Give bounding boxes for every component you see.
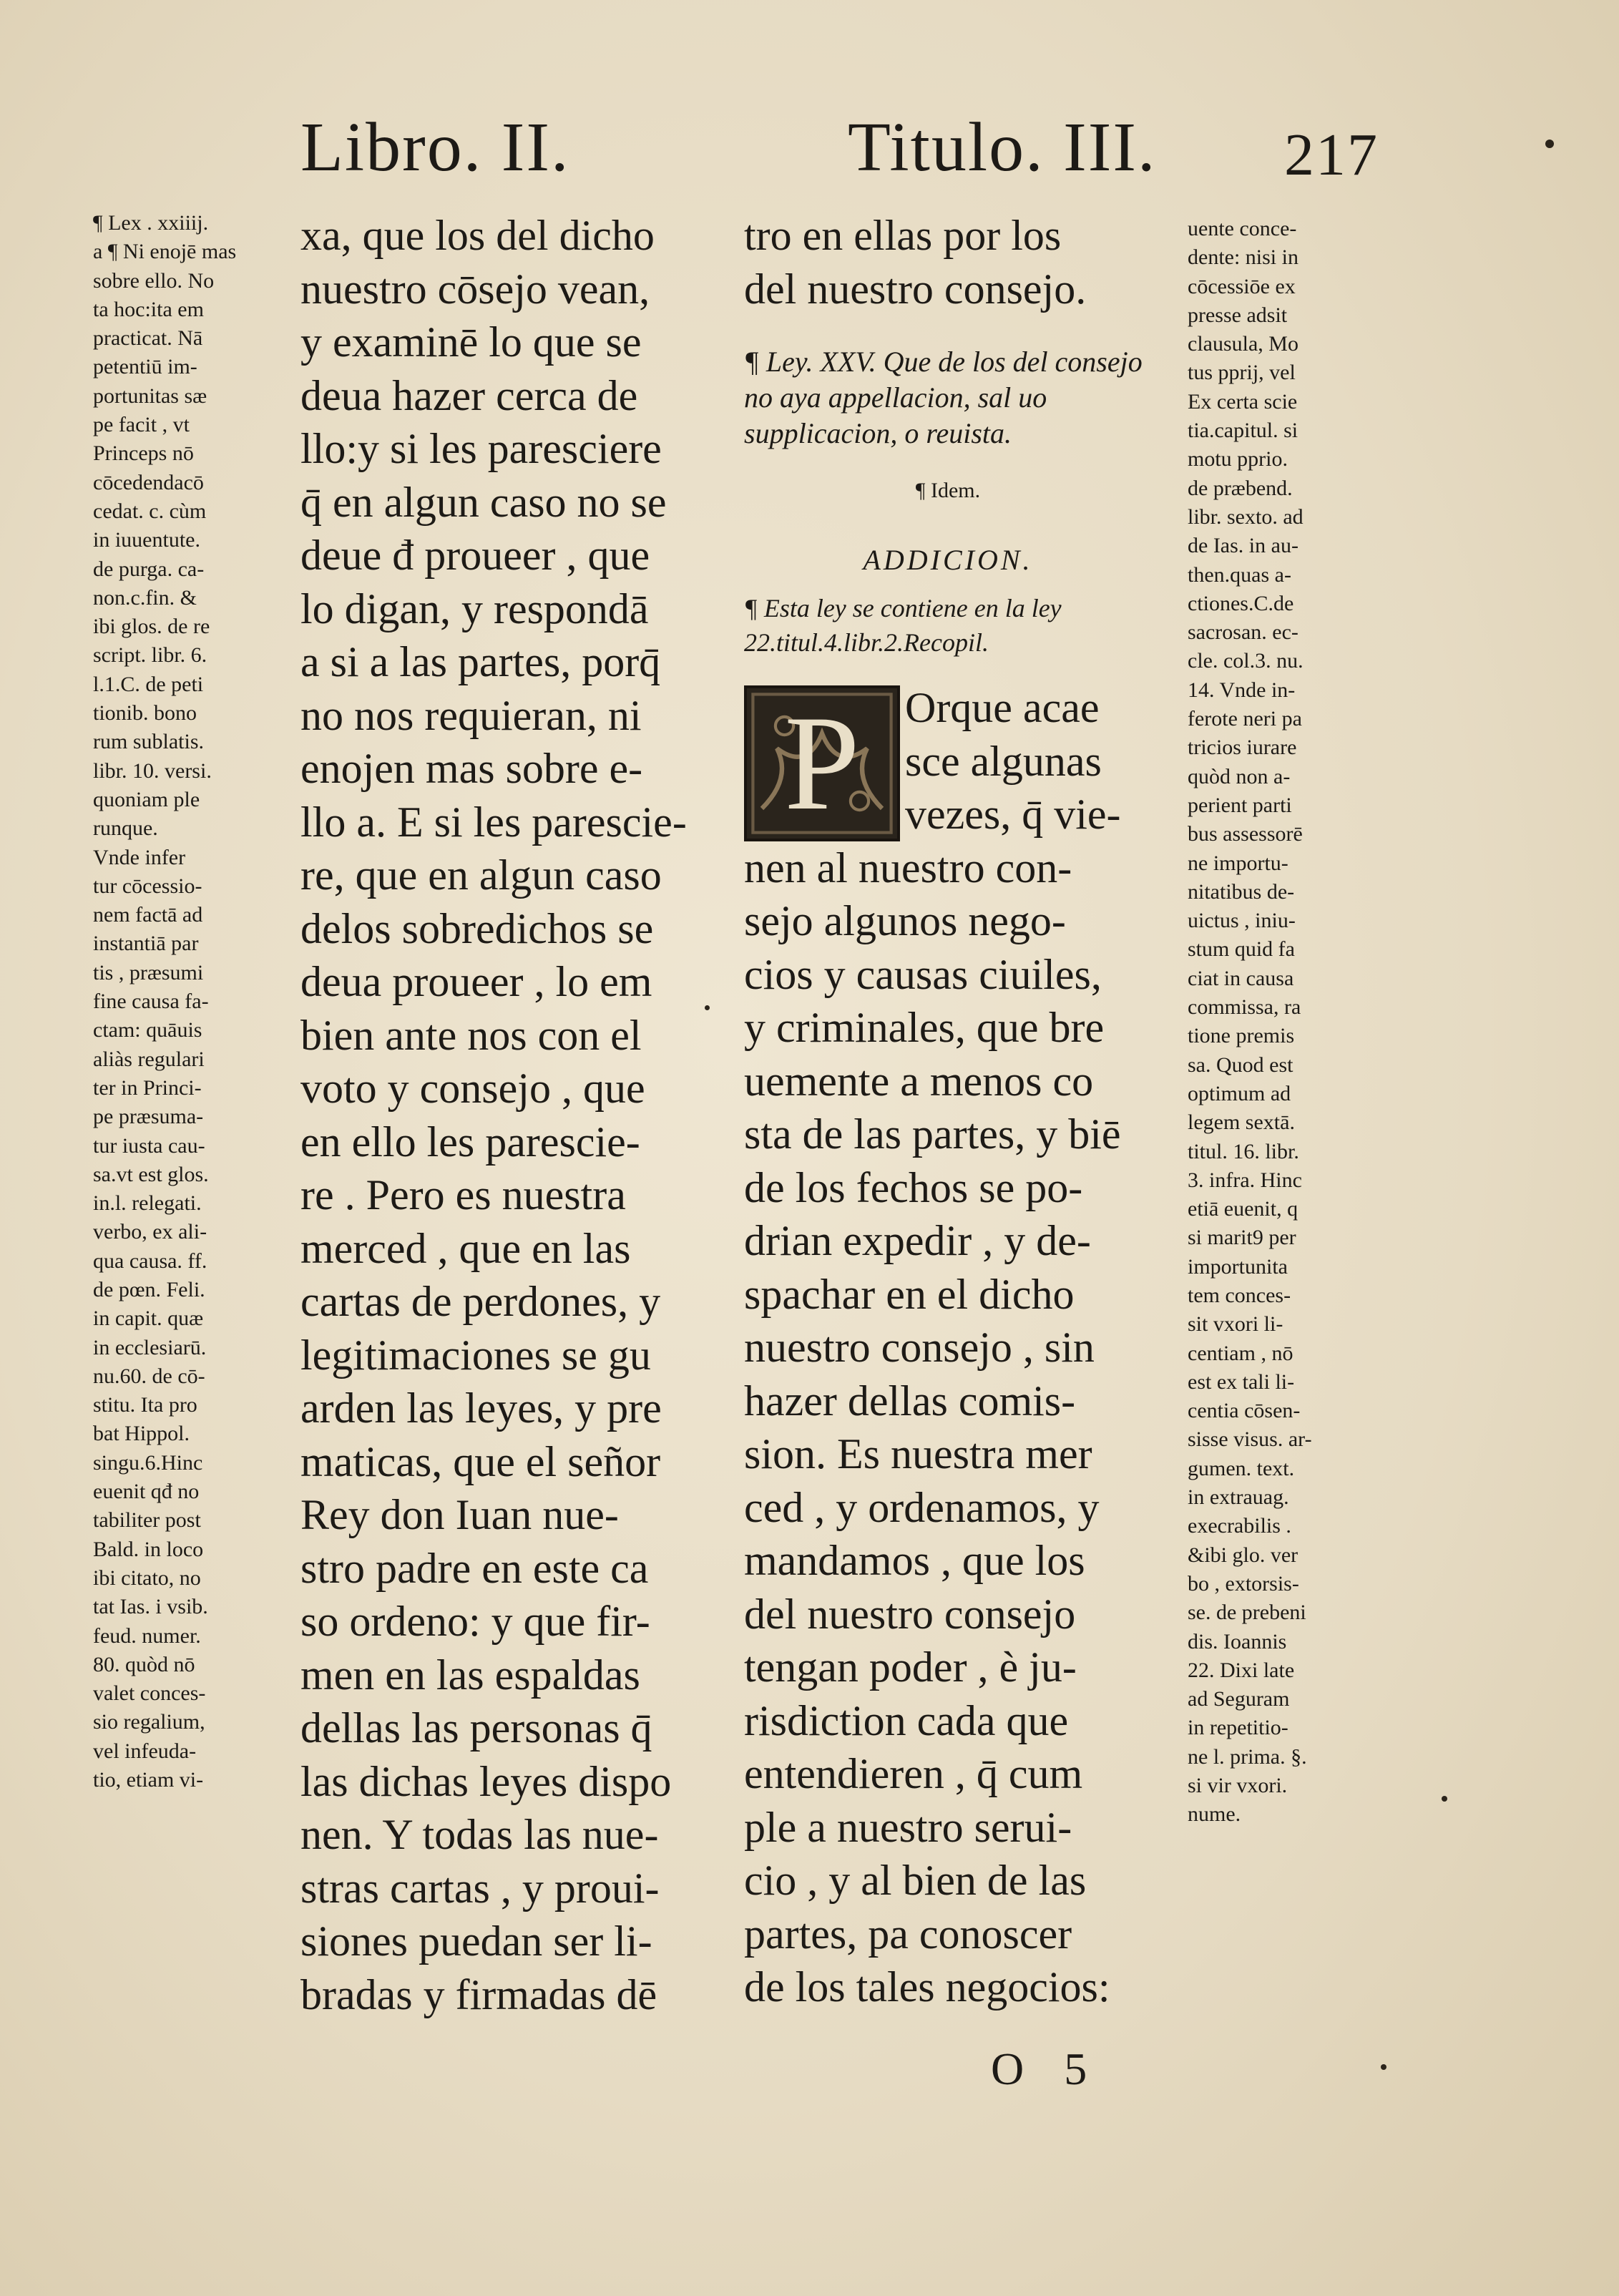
margin-note-line: 22. Dixi late [1188, 1658, 1295, 1682]
text-line: ple a nuestro serui- [744, 1803, 1072, 1851]
ink-speck [1442, 1796, 1447, 1802]
idem-label: ¶ Idem. [915, 479, 981, 502]
text-line: dellas las personas q̄ [300, 1704, 652, 1752]
margin-note-line: portunitas sæ [93, 384, 207, 408]
margin-note-line: euenit qđ no [93, 1480, 200, 1504]
text-line: entendieren , q̄ cum [744, 1750, 1083, 1797]
margin-note-line: tricios iurare [1188, 736, 1297, 760]
text-line: hazer dellas comis- [744, 1377, 1076, 1425]
margin-note-line: bo , extorsis- [1188, 1571, 1299, 1596]
text-line: siones puedan ser li- [300, 1918, 652, 1965]
margin-note-line: cle. col.3. nu. [1188, 649, 1303, 673]
margin-note-line: tio, etiam vi- [93, 1768, 204, 1792]
text-line: Rey don Iuan nue- [300, 1491, 619, 1538]
margin-note-line: Vnde infer [93, 845, 186, 869]
text-line: sejo algunos nego- [744, 897, 1066, 944]
margin-note-line: si marit9 per [1188, 1226, 1296, 1250]
margin-note-line: nem factā ad [93, 903, 203, 927]
text-line: risdiction cada que [744, 1696, 1069, 1744]
margin-note-line: nu.60. de cō- [93, 1364, 205, 1388]
margin-note-line: Bald. in loco [93, 1537, 204, 1561]
text-line: stro padre en este ca [300, 1544, 649, 1592]
margin-note-line: ¶ Lex . xxiiij. [93, 211, 209, 235]
page-number: 217 [1284, 122, 1379, 188]
margin-note-line: importunita [1188, 1254, 1288, 1279]
margin-note-line: pe præsuma- [93, 1105, 204, 1129]
text-line: legitimaciones se gu [300, 1331, 651, 1379]
text-line: re . Pero es nuestra [300, 1171, 626, 1218]
margin-note-line: sa. Quod est [1188, 1052, 1293, 1077]
running-head-book: Libro. II. [300, 109, 570, 186]
text-line: en ello les parescie- [300, 1118, 640, 1166]
text-line: sce algunas [905, 737, 1102, 785]
text-line: nuestro cōsejo vean, [300, 265, 650, 313]
margin-note-line: tat Ias. i vsib. [93, 1595, 208, 1619]
margin-note-line: Ex certa scie [1188, 389, 1298, 414]
margin-note-line: verbo, ex ali- [93, 1220, 207, 1244]
margin-note-line: de purga. ca- [93, 557, 205, 581]
margin-note-line: practicat. Nā [93, 326, 203, 351]
text-line: deue đ proueer , que [300, 532, 650, 579]
text-line: llo:y si les paresciere [300, 425, 662, 472]
text-line: no nos requieran, ni [300, 691, 642, 739]
margin-note-line: sa.vt est glos. [93, 1162, 209, 1186]
margin-note-line: cedat. c. cùm [93, 499, 207, 523]
margin-note-line: ferote neri pa [1188, 707, 1302, 731]
margin-note-line: nume. [1188, 1802, 1241, 1827]
text-line: partes, pa conoscer [744, 1910, 1072, 1958]
text-line: a si a las partes, porq̄ [300, 638, 661, 685]
right-column-continuation [744, 209, 1152, 316]
right-margin-notes [1188, 215, 1370, 1830]
margin-note-line: tus pprij, vel [1188, 361, 1296, 385]
margin-note-line: bat Hippol. [93, 1422, 190, 1446]
text-line: sta de las partes, y biē [744, 1110, 1121, 1158]
margin-note-line: in iuuentute. [93, 528, 200, 552]
margin-note-line: instantiā par [93, 932, 199, 956]
margin-note-line: petentiū im- [93, 355, 197, 379]
margin-note-line: etiā euenit, q [1188, 1197, 1298, 1221]
text-line: ced , y ordenamos, y [744, 1483, 1100, 1531]
text-line: delos sobredichos se [300, 904, 654, 952]
margin-note-line: dis. Ioannis [1188, 1629, 1287, 1653]
margin-note-line: in.l. relegati. [93, 1191, 202, 1216]
margin-note-line: runque. [93, 816, 158, 841]
margin-note-line: in extrauag. [1188, 1485, 1289, 1510]
margin-note-line: ter in Princi- [93, 1075, 202, 1100]
text-line: maticas, que el señor [300, 1437, 661, 1485]
text-line: stras cartas , y proui- [300, 1864, 660, 1912]
text-line: drian expedir , y de- [744, 1217, 1091, 1264]
margin-note-line: Princeps nō [93, 441, 194, 466]
margin-note-line: rum sublatis. [93, 730, 204, 754]
margin-note-line: valet conces- [93, 1681, 206, 1706]
decorated-initial [744, 685, 900, 841]
addicion-heading: ADDICION. [863, 543, 1033, 576]
margin-note-line: quoniam ple [93, 787, 200, 811]
text-line: voto y consejo , que [300, 1065, 645, 1112]
margin-note-line: legem sextā. [1188, 1110, 1295, 1135]
margin-note-line: quòd non a- [1188, 764, 1291, 788]
margin-note-line: motu pprio. [1188, 447, 1288, 472]
margin-note-line: libr. sexto. ad [1188, 504, 1303, 529]
margin-note-line: sisse visus. ar- [1188, 1427, 1312, 1452]
margin-note-line: 80. quòd nō [93, 1652, 195, 1676]
margin-note-line: centia cōsen- [1188, 1399, 1301, 1423]
margin-note-line: optimum ad [1188, 1081, 1291, 1105]
margin-note-line: aliàs regulari [93, 1047, 205, 1071]
margin-note-line: sacrosan. ec- [1188, 620, 1298, 645]
margin-note-line: cōcessiōe ex [1188, 274, 1296, 298]
margin-note-line: ctiones.C.de [1188, 591, 1294, 615]
text-line: enojen mas sobre e- [300, 745, 643, 792]
margin-note-line: ne l. prima. §. [1188, 1744, 1307, 1769]
margin-note-line: presse adsit [1188, 303, 1288, 327]
text-line: del nuestro consejo. [744, 265, 1087, 313]
addicion-note: ¶ Esta ley se contiene en la ley 22.titul.4.libr.2.Recopil. [744, 594, 1062, 657]
text-line: so ordeno: y que fir- [300, 1598, 650, 1645]
ley-rubric: ¶ Ley. XXV. Que de los del consejo no aya appellacion, sal uo supplicacion, o reuista. [744, 346, 1143, 449]
right-body-lines [744, 841, 1152, 2014]
text-line: deua hazer cerca de [300, 371, 638, 419]
text-line: bien ante nos con el [300, 1011, 642, 1059]
margin-note-line: feud. numer. [93, 1623, 201, 1648]
center-text-column [300, 209, 708, 2021]
text-line: nen. Y todas las nue- [300, 1811, 659, 1858]
margin-note-line: tur iusta cau- [93, 1133, 205, 1158]
text-line: men en las espaldas [300, 1651, 640, 1699]
margin-note-line: de Ias. in au- [1188, 534, 1298, 558]
margin-note-line: vel infeuda- [93, 1739, 197, 1763]
margin-note-line: commissa, ra [1188, 995, 1301, 1020]
margin-note-line: uictus , iniu- [1188, 909, 1296, 933]
margin-note-line: sobre ello. No [93, 268, 215, 293]
margin-note-line: 3. infra. Hinc [1188, 1168, 1302, 1192]
margin-note-line: ciat in causa [1188, 966, 1294, 990]
text-line: xa, que los del dicho [300, 212, 655, 259]
text-line: cio , y al bien de las [744, 1857, 1087, 1904]
margin-note-line: l.1.C. de peti [93, 672, 204, 696]
text-line: uemente a menos co [744, 1057, 1094, 1105]
ink-speck [705, 1005, 710, 1010]
margin-note-line: tione premis [1188, 1024, 1295, 1048]
running-head-title: Titulo. III. [848, 109, 1157, 186]
text-line: mandamos , que los [744, 1537, 1085, 1584]
margin-note-line: tionib. bono [93, 701, 197, 726]
margin-note-line: nitatibus de- [1188, 879, 1295, 904]
margin-note-line: execrabilis . [1188, 1514, 1291, 1538]
margin-note-line: de pœn. Feli. [93, 1277, 205, 1301]
text-line: vezes, q̄ vie- [905, 791, 1121, 838]
text-line: cios y causas ciuiles, [744, 950, 1102, 998]
text-line: tro en ellas por los [744, 212, 1062, 259]
law-body [744, 681, 1152, 2014]
text-line: cartas de perdones, y [300, 1278, 661, 1325]
margin-note-line: centiam , nō [1188, 1341, 1293, 1365]
margin-note-line: tur cōcessio- [93, 874, 202, 898]
margin-note-line: tem conces- [1188, 1283, 1291, 1307]
right-text-column [744, 209, 1152, 2014]
margin-note-line: in ecclesiarū. [93, 1335, 207, 1359]
margin-note-line: libr. 10. versi. [93, 758, 212, 783]
margin-note-line: qua causa. ff. [93, 1249, 207, 1273]
text-line: nuestro consejo , sin [744, 1324, 1095, 1371]
text-line: bradas y firmadas dē [300, 1970, 657, 2018]
ink-speck [1381, 2064, 1386, 2070]
ink-speck [1545, 140, 1554, 148]
text-line: del nuestro consejo [744, 1590, 1076, 1638]
margin-note-line: stitu. Ita pro [93, 1393, 197, 1417]
margin-note-line: sio regalium, [93, 1710, 205, 1734]
margin-note-line: &ibi glo. ver [1188, 1543, 1298, 1567]
margin-note-line: stum quid fa [1188, 937, 1295, 962]
margin-note-line: uente conce- [1188, 217, 1297, 240]
text-line: re, que en algun caso [300, 851, 662, 899]
text-line: merced , que en las [300, 1224, 631, 1272]
text-line: deua proueer , lo em [300, 958, 652, 1005]
margin-note-line: sit vxori li- [1188, 1312, 1283, 1337]
text-line: las dichas leyes dispo [300, 1757, 672, 1805]
margin-note-line: est ex tali li- [1188, 1369, 1295, 1394]
margin-note-line: in capit. quæ [93, 1306, 204, 1331]
margin-note-line: then.quas a- [1188, 562, 1291, 587]
text-line: Orque acae [905, 684, 1100, 731]
margin-note-line: bus assessorē [1188, 822, 1303, 846]
margin-note-line: a ¶ Ni enojē mas [93, 240, 237, 264]
text-line: arden las leyes, y pre [300, 1384, 662, 1432]
margin-note-line: ctam: quāuis [93, 1018, 202, 1042]
text-line: sion. Es nuestra mer [744, 1430, 1092, 1477]
margin-note-line: cōcedendacō [93, 470, 204, 494]
signature-mark: O 5 [991, 2043, 1102, 2094]
margin-note-line: singu.6.Hinc [93, 1450, 203, 1475]
margin-note-line: dente: nisi in [1188, 245, 1298, 270]
text-line: lo digan, y respondā [300, 585, 649, 632]
text-line: de los fechos se po- [744, 1163, 1083, 1211]
margin-note-line: tis , præsumi [93, 960, 204, 985]
margin-note-line: ne importu- [1188, 851, 1288, 875]
margin-note-line: 14. Vnde in- [1188, 678, 1296, 702]
margin-note-line: clausula, Mo [1188, 332, 1298, 356]
margin-note-line: ta hoc:ita em [93, 297, 204, 321]
text-line: de los tales negocios: [744, 1963, 1110, 2011]
margin-note-line: ad Seguram [1188, 1687, 1290, 1711]
margin-note-line: perient parti [1188, 793, 1292, 817]
margin-note-line: ibi citato, no [93, 1565, 201, 1590]
margin-note-line: si vir vxori. [1188, 1774, 1288, 1798]
margin-note-line: pe facit , vt [93, 413, 190, 437]
drop-cap-letter: P [784, 688, 860, 839]
margin-note-line: se. de prebeni [1188, 1601, 1306, 1625]
text-line: tengan poder , è ju- [744, 1643, 1077, 1691]
margin-note-line: script. libr. 6. [93, 643, 207, 668]
margin-note-line: gumen. text. [1188, 1456, 1295, 1480]
margin-note-line: tia.capitul. si [1188, 419, 1298, 443]
margin-note-line: tabiliter post [93, 1508, 201, 1533]
margin-note-line: titul. 16. libr. [1188, 1139, 1299, 1163]
text-line: y examinē lo que se [300, 318, 642, 366]
margin-note-line: de præbend. [1188, 476, 1293, 500]
text-line: nen al nuestro con- [744, 844, 1072, 891]
left-margin-notes [93, 209, 268, 1794]
margin-note-line: non.c.fin. & [93, 585, 197, 610]
text-line: llo a. E si les parescie- [300, 798, 687, 846]
margin-note-line: fine causa fa- [93, 990, 209, 1014]
text-line: y criminales, que bre [744, 1004, 1105, 1051]
margin-note-line: ibi glos. de re [93, 615, 210, 639]
margin-note-line: in repetitio- [1188, 1716, 1288, 1740]
text-line: q̄ en algun caso no se [300, 478, 667, 526]
text-line: spachar en el dicho [744, 1270, 1075, 1318]
